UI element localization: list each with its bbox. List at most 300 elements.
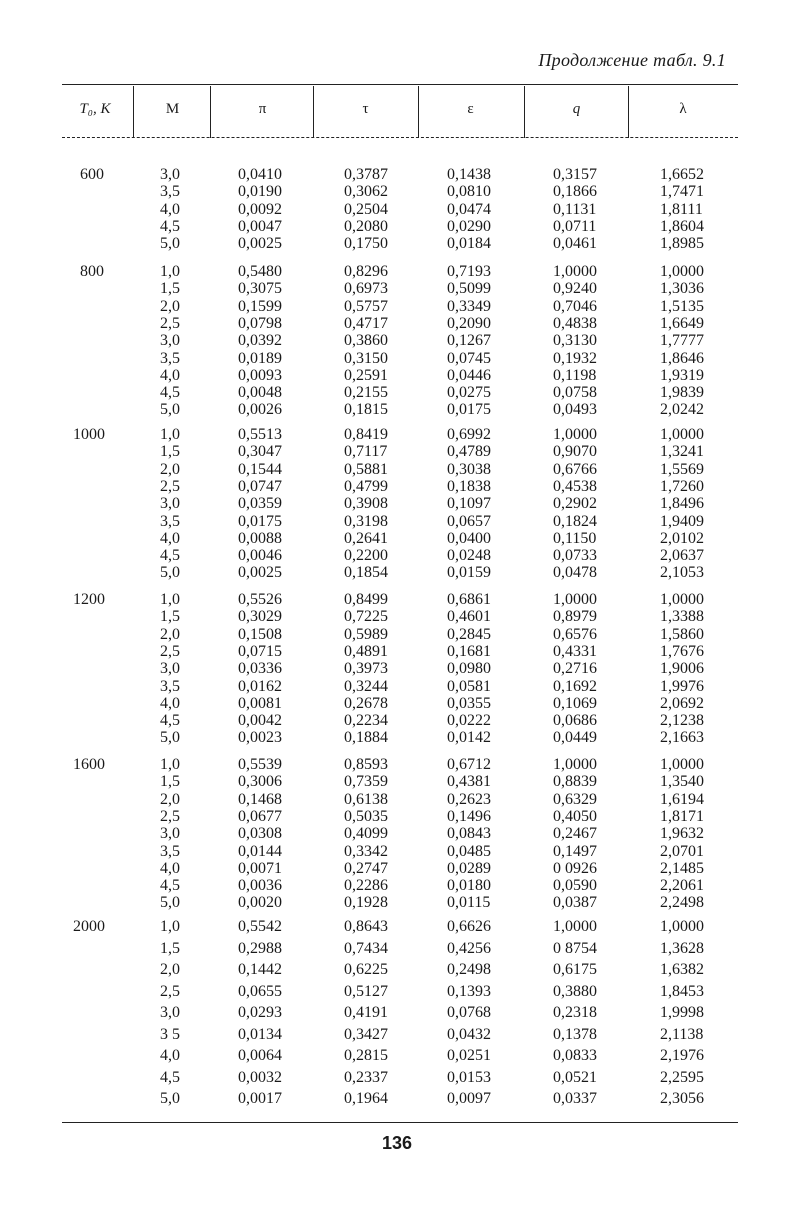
epsilon-cell: 0,6992 — [447, 426, 491, 443]
stagnation-temperature: 1600 — [73, 756, 105, 773]
tau-cell: 0,7117 — [344, 443, 388, 461]
header-tau: τ — [362, 101, 369, 117]
tau-cell: 0,1964 — [344, 1090, 388, 1107]
epsilon-cell: 0,1681 — [447, 642, 491, 660]
pi-cell: 0,0144 — [238, 842, 282, 860]
lambda-cell: 1,7676 — [660, 642, 704, 660]
tau-cell: 0,1854 — [344, 564, 388, 582]
lambda-cell: 1,3540 — [660, 773, 704, 791]
table-row — [0, 1026, 794, 1043]
mach-cell: 5,0 — [160, 894, 180, 912]
pi-cell: 0,0093 — [238, 366, 282, 384]
epsilon-cell: 0,1393 — [447, 982, 491, 1000]
tau-cell: 0,2337 — [344, 1068, 388, 1086]
pi-cell: 0,0025 — [238, 235, 282, 253]
tau-cell: 0,8593 — [344, 756, 388, 773]
table-row — [0, 894, 794, 911]
table-row — [0, 478, 794, 495]
tau-cell: 0,5035 — [344, 807, 388, 825]
q-cell: 0,8979 — [553, 608, 597, 626]
header-epsilon: ε — [467, 101, 474, 117]
epsilon-cell: 0,6626 — [447, 918, 491, 935]
lambda-cell: 1,0000 — [660, 426, 704, 443]
epsilon-cell: 0,0485 — [447, 842, 491, 860]
mach-cell: 4,5 — [160, 877, 180, 895]
table-row — [0, 166, 794, 183]
tau-cell: 0,3908 — [344, 495, 388, 513]
pi-cell: 0,0190 — [238, 183, 282, 201]
mach-cell: 4,0 — [160, 366, 180, 384]
lambda-cell: 2,0637 — [660, 547, 704, 565]
tau-cell: 0,8499 — [344, 591, 388, 608]
pi-cell: 0,0020 — [238, 894, 282, 912]
epsilon-cell: 0,0175 — [447, 401, 491, 419]
q-cell: 0 8754 — [553, 939, 597, 957]
pi-cell: 0,0715 — [238, 642, 282, 660]
mach-cell: 3,0 — [160, 1004, 180, 1021]
tau-cell: 0,8643 — [344, 918, 388, 935]
pi-cell: 0,0064 — [238, 1047, 282, 1064]
tau-cell: 0,6973 — [344, 280, 388, 298]
mach-cell: 2,0 — [160, 961, 180, 978]
table-row — [0, 983, 794, 1000]
tau-cell: 0,2815 — [344, 1047, 388, 1064]
mach-cell: 4,5 — [160, 384, 180, 402]
pi-cell: 0,1508 — [238, 625, 282, 643]
q-cell: 0,9070 — [553, 443, 597, 461]
lambda-cell: 1,9632 — [660, 825, 704, 843]
mach-cell: 4,5 — [160, 712, 180, 730]
pi-cell: 0,0047 — [238, 217, 282, 235]
lambda-cell: 1,9839 — [660, 384, 704, 402]
pi-cell: 0,0162 — [238, 677, 282, 695]
lambda-cell: 1,3388 — [660, 608, 704, 626]
epsilon-cell: 0,2498 — [447, 961, 491, 978]
lambda-cell: 1,5860 — [660, 625, 704, 643]
table-row — [0, 918, 794, 935]
tau-cell: 0,7434 — [344, 939, 388, 957]
q-cell: 0,8839 — [553, 773, 597, 791]
table-row — [0, 940, 794, 957]
lambda-cell: 2,0692 — [660, 694, 704, 712]
pi-cell: 0,0071 — [238, 859, 282, 877]
epsilon-cell: 0,0115 — [447, 894, 491, 912]
pi-cell: 0,0655 — [238, 982, 282, 1000]
pi-cell: 0,0081 — [238, 694, 282, 712]
q-cell: 1,0000 — [553, 756, 597, 773]
mach-cell: 1,0 — [160, 426, 180, 443]
epsilon-cell: 0,0184 — [447, 235, 491, 253]
epsilon-cell: 0,0153 — [447, 1068, 491, 1086]
q-cell: 0,0493 — [553, 401, 597, 419]
epsilon-cell: 0,6861 — [447, 591, 491, 608]
epsilon-cell: 0,0400 — [447, 529, 491, 547]
epsilon-cell: 0,0843 — [447, 825, 491, 843]
tau-cell: 0,6225 — [344, 961, 388, 978]
epsilon-cell: 0,0251 — [447, 1047, 491, 1064]
q-cell: 0,6329 — [553, 790, 597, 808]
lambda-cell: 1,6652 — [660, 166, 704, 183]
tau-cell: 0,3342 — [344, 842, 388, 860]
lambda-cell: 2,2061 — [660, 877, 704, 895]
epsilon-cell: 0,5099 — [447, 280, 491, 298]
pi-cell: 0,0025 — [238, 564, 282, 582]
tau-cell: 0,1750 — [344, 235, 388, 253]
epsilon-cell: 0,0446 — [447, 366, 491, 384]
lambda-cell: 2,3056 — [660, 1090, 704, 1107]
mach-cell: 5,0 — [160, 729, 180, 747]
lambda-cell: 1,6194 — [660, 790, 704, 808]
table-row — [0, 235, 794, 252]
column-divider — [524, 86, 525, 138]
epsilon-cell: 0,7193 — [447, 263, 491, 280]
tau-cell: 0,2504 — [344, 200, 388, 218]
table-row — [0, 773, 794, 790]
mach-cell: 4,0 — [160, 529, 180, 547]
q-cell: 0,7046 — [553, 297, 597, 315]
lambda-cell: 1,6382 — [660, 961, 704, 978]
q-cell: 0,1497 — [553, 842, 597, 860]
epsilon-cell: 0,3038 — [447, 460, 491, 478]
tau-cell: 0,8419 — [344, 426, 388, 443]
lambda-cell: 2,2498 — [660, 894, 704, 912]
pi-cell: 0,0017 — [238, 1090, 282, 1107]
pi-cell: 0,0293 — [238, 1004, 282, 1021]
mach-cell: 2,0 — [160, 460, 180, 478]
table-row — [0, 591, 794, 608]
table-row — [0, 350, 794, 367]
epsilon-cell: 0,0289 — [447, 859, 491, 877]
pi-cell: 0,0088 — [238, 529, 282, 547]
tau-cell: 0,3198 — [344, 512, 388, 530]
table-row — [0, 298, 794, 315]
tau-cell: 0,1884 — [344, 729, 388, 747]
mach-cell: 3,0 — [160, 660, 180, 678]
mach-cell: 5,0 — [160, 235, 180, 253]
q-cell: 0,4331 — [553, 642, 597, 660]
tau-cell: 0,3427 — [344, 1025, 388, 1043]
table-row — [0, 729, 794, 746]
q-cell: 1,0000 — [553, 591, 597, 608]
mach-cell: 1,0 — [160, 918, 180, 935]
pi-cell: 0,3029 — [238, 608, 282, 626]
pi-cell: 0,1599 — [238, 297, 282, 315]
pi-cell: 0,0036 — [238, 877, 282, 895]
tau-cell: 0,2641 — [344, 529, 388, 547]
q-cell: 1,0000 — [553, 263, 597, 280]
pi-cell: 0,2988 — [238, 939, 282, 957]
epsilon-cell: 0,6712 — [447, 756, 491, 773]
table-row — [0, 756, 794, 773]
pi-cell: 0,0134 — [238, 1025, 282, 1043]
stagnation-temperature: 600 — [80, 166, 104, 183]
epsilon-cell: 0,0290 — [447, 217, 491, 235]
table-row — [0, 843, 794, 860]
pi-cell: 0,0336 — [238, 660, 282, 678]
q-cell: 0,1150 — [553, 529, 597, 547]
lambda-cell: 1,8646 — [660, 349, 704, 367]
tau-cell: 0,2591 — [344, 366, 388, 384]
header-lambda: λ — [679, 101, 687, 117]
mach-cell: 1,5 — [160, 939, 180, 957]
table-row — [0, 961, 794, 978]
table-row — [0, 660, 794, 677]
lambda-cell: 2,0242 — [660, 401, 704, 419]
pi-cell: 0,1468 — [238, 790, 282, 808]
pi-cell: 0,5539 — [238, 756, 282, 773]
tau-cell: 0,4191 — [344, 1004, 388, 1021]
q-cell: 0,1824 — [553, 512, 597, 530]
pi-cell: 0,0023 — [238, 729, 282, 747]
table-top-rule — [62, 84, 738, 85]
tau-cell: 0,1815 — [344, 401, 388, 419]
pi-cell: 0,0392 — [238, 332, 282, 350]
q-cell: 1,0000 — [553, 918, 597, 935]
tau-cell: 0,2286 — [344, 877, 388, 895]
table-row — [0, 426, 794, 443]
epsilon-cell: 0,1838 — [447, 477, 491, 495]
q-cell: 0,0461 — [553, 235, 597, 253]
epsilon-cell: 0,0657 — [447, 512, 491, 530]
mach-cell: 5,0 — [160, 401, 180, 419]
pi-cell: 0,5480 — [238, 263, 282, 280]
lambda-cell: 1,8604 — [660, 217, 704, 235]
mach-cell: 4,0 — [160, 859, 180, 877]
q-cell: 0,6766 — [553, 460, 597, 478]
mach-cell: 1,5 — [160, 608, 180, 626]
mach-cell: 3,5 — [160, 512, 180, 530]
table-row — [0, 401, 794, 418]
lambda-cell: 1,8171 — [660, 807, 704, 825]
epsilon-cell: 0,3349 — [447, 297, 491, 315]
q-cell: 0,0711 — [553, 217, 597, 235]
header-bottom-rule — [62, 137, 738, 138]
q-cell: 0,0686 — [553, 712, 597, 730]
tau-cell: 0,3150 — [344, 349, 388, 367]
lambda-cell: 1,9409 — [660, 512, 704, 530]
header-t0: T₀, K — [79, 101, 111, 117]
mach-cell: 1,0 — [160, 591, 180, 608]
tau-cell: 0,3062 — [344, 183, 388, 201]
table-row — [0, 1090, 794, 1107]
mach-cell: 3,5 — [160, 677, 180, 695]
epsilon-cell: 0,1267 — [447, 332, 491, 350]
mach-cell: 2,5 — [160, 477, 180, 495]
mach-cell: 2,0 — [160, 297, 180, 315]
epsilon-cell: 0,0355 — [447, 694, 491, 712]
table-row — [0, 643, 794, 660]
table-bottom-rule — [62, 1122, 738, 1123]
table-row — [0, 1004, 794, 1021]
epsilon-cell: 0,0142 — [447, 729, 491, 747]
lambda-cell: 2,1485 — [660, 859, 704, 877]
lambda-cell: 1,0000 — [660, 591, 704, 608]
tau-cell: 0,2678 — [344, 694, 388, 712]
q-cell: 0,0758 — [553, 384, 597, 402]
table-row — [0, 315, 794, 332]
tau-cell: 0,4099 — [344, 825, 388, 843]
epsilon-cell: 0,4256 — [447, 939, 491, 957]
lambda-cell: 1,7777 — [660, 332, 704, 350]
table-row — [0, 712, 794, 729]
lambda-cell: 1,6649 — [660, 314, 704, 332]
mach-cell: 2,5 — [160, 642, 180, 660]
q-cell: 0,1932 — [553, 349, 597, 367]
epsilon-cell: 0,0581 — [447, 677, 491, 695]
tau-cell: 0,7359 — [344, 773, 388, 791]
mach-cell: 3,5 — [160, 349, 180, 367]
lambda-cell: 2,1138 — [660, 1025, 704, 1043]
mach-cell: 2,0 — [160, 790, 180, 808]
q-cell: 0,2467 — [553, 825, 597, 843]
epsilon-cell: 0,0159 — [447, 564, 491, 582]
stagnation-temperature: 800 — [80, 263, 104, 280]
mach-cell: 4,0 — [160, 200, 180, 218]
header-q: q — [572, 101, 581, 117]
tau-cell: 0,6138 — [344, 790, 388, 808]
pi-cell: 0,5526 — [238, 591, 282, 608]
tau-cell: 0,2747 — [344, 859, 388, 877]
pi-cell: 0,3047 — [238, 443, 282, 461]
header-mach: M — [165, 101, 180, 117]
tau-cell: 0,4717 — [344, 314, 388, 332]
lambda-cell: 1,3036 — [660, 280, 704, 298]
lambda-cell: 1,9976 — [660, 677, 704, 695]
pi-cell: 0,0410 — [238, 166, 282, 183]
epsilon-cell: 0,0180 — [447, 877, 491, 895]
mach-cell: 3,5 — [160, 842, 180, 860]
q-cell: 0,0478 — [553, 564, 597, 582]
lambda-cell: 1,8496 — [660, 495, 704, 513]
tau-cell: 0,5989 — [344, 625, 388, 643]
tau-cell: 0,1928 — [344, 894, 388, 912]
column-divider — [210, 86, 211, 138]
tau-cell: 0,2080 — [344, 217, 388, 235]
table-row — [0, 808, 794, 825]
table-row — [0, 495, 794, 512]
table-row — [0, 183, 794, 200]
lambda-cell: 1,9319 — [660, 366, 704, 384]
q-cell: 0,0733 — [553, 547, 597, 565]
lambda-cell: 1,8111 — [660, 200, 703, 218]
mach-cell: 4,5 — [160, 547, 180, 565]
lambda-cell: 1,8453 — [660, 982, 704, 1000]
lambda-cell: 1,7471 — [660, 183, 704, 201]
table-row — [0, 678, 794, 695]
pi-cell: 0,0092 — [238, 200, 282, 218]
epsilon-cell: 0,0474 — [447, 200, 491, 218]
lambda-cell: 1,8985 — [660, 235, 704, 253]
table-row — [0, 695, 794, 712]
table-row — [0, 877, 794, 894]
pi-cell: 0,1544 — [238, 460, 282, 478]
mach-cell: 4,0 — [160, 694, 180, 712]
q-cell: 0,3157 — [553, 166, 597, 183]
lambda-cell: 1,3628 — [660, 939, 704, 957]
lambda-cell: 2,1238 — [660, 712, 704, 730]
tau-cell: 0,4891 — [344, 642, 388, 660]
epsilon-cell: 0,1097 — [447, 495, 491, 513]
pi-cell: 0,3006 — [238, 773, 282, 791]
q-cell: 0,0337 — [553, 1090, 597, 1107]
q-cell: 0,1198 — [553, 366, 597, 384]
tau-cell: 0,5757 — [344, 297, 388, 315]
mach-cell: 1,0 — [160, 756, 180, 773]
lambda-cell: 1,9006 — [660, 660, 704, 678]
pi-cell: 0,0308 — [238, 825, 282, 843]
lambda-cell: 2,1976 — [660, 1047, 704, 1064]
pi-cell: 0,0048 — [238, 384, 282, 402]
q-cell: 0,4538 — [553, 477, 597, 495]
lambda-cell: 1,3241 — [660, 443, 704, 461]
table-row — [0, 443, 794, 460]
q-cell: 0,3130 — [553, 332, 597, 350]
q-cell: 0,0833 — [553, 1047, 597, 1064]
table-row — [0, 367, 794, 384]
lambda-cell: 1,7260 — [660, 477, 704, 495]
pi-cell: 0,0026 — [238, 401, 282, 419]
mach-cell: 3,0 — [160, 166, 180, 183]
page-number: 136 — [381, 1133, 413, 1153]
q-cell: 0,1378 — [553, 1025, 597, 1043]
column-divider — [418, 86, 419, 138]
epsilon-cell: 0,4789 — [447, 443, 491, 461]
pi-cell: 0,0046 — [238, 547, 282, 565]
table-row — [0, 384, 794, 401]
epsilon-cell: 0,0275 — [447, 384, 491, 402]
header-pi: π — [258, 101, 267, 117]
table-row — [0, 280, 794, 297]
q-cell: 0,1131 — [553, 200, 597, 218]
mach-cell: 4,5 — [160, 217, 180, 235]
table-row — [0, 547, 794, 564]
table-row — [0, 791, 794, 808]
pi-cell: 0,3075 — [238, 280, 282, 298]
q-cell: 0,1692 — [553, 677, 597, 695]
mach-cell: 5,0 — [160, 1090, 180, 1107]
table-row — [0, 608, 794, 625]
tau-cell: 0,3860 — [344, 332, 388, 350]
lambda-cell: 2,1663 — [660, 729, 704, 747]
column-divider — [133, 86, 134, 138]
mach-cell: 3,0 — [160, 825, 180, 843]
mach-cell: 1,5 — [160, 773, 180, 791]
q-cell: 0,1866 — [553, 183, 597, 201]
q-cell: 1,0000 — [553, 426, 597, 443]
q-cell: 0,0387 — [553, 894, 597, 912]
epsilon-cell: 0,0768 — [447, 1004, 491, 1021]
q-cell: 0,2716 — [553, 660, 597, 678]
epsilon-cell: 0,0248 — [447, 547, 491, 565]
table-row — [0, 218, 794, 235]
stagnation-temperature: 2000 — [73, 918, 105, 935]
mach-cell: 2,5 — [160, 982, 180, 1000]
pi-cell: 0,0747 — [238, 477, 282, 495]
table-row — [0, 530, 794, 547]
q-cell: 0,2902 — [553, 495, 597, 513]
mach-cell: 4,5 — [160, 1068, 180, 1086]
table-row — [0, 263, 794, 280]
epsilon-cell: 0,4381 — [447, 773, 491, 791]
epsilon-cell: 0,2090 — [447, 314, 491, 332]
pi-cell: 0,0359 — [238, 495, 282, 513]
table-row — [0, 513, 794, 530]
tau-cell: 0,3244 — [344, 677, 388, 695]
tau-cell: 0,2155 — [344, 384, 388, 402]
q-cell: 0 0926 — [553, 859, 597, 877]
epsilon-cell: 0,1496 — [447, 807, 491, 825]
q-cell: 0,6175 — [553, 961, 597, 978]
